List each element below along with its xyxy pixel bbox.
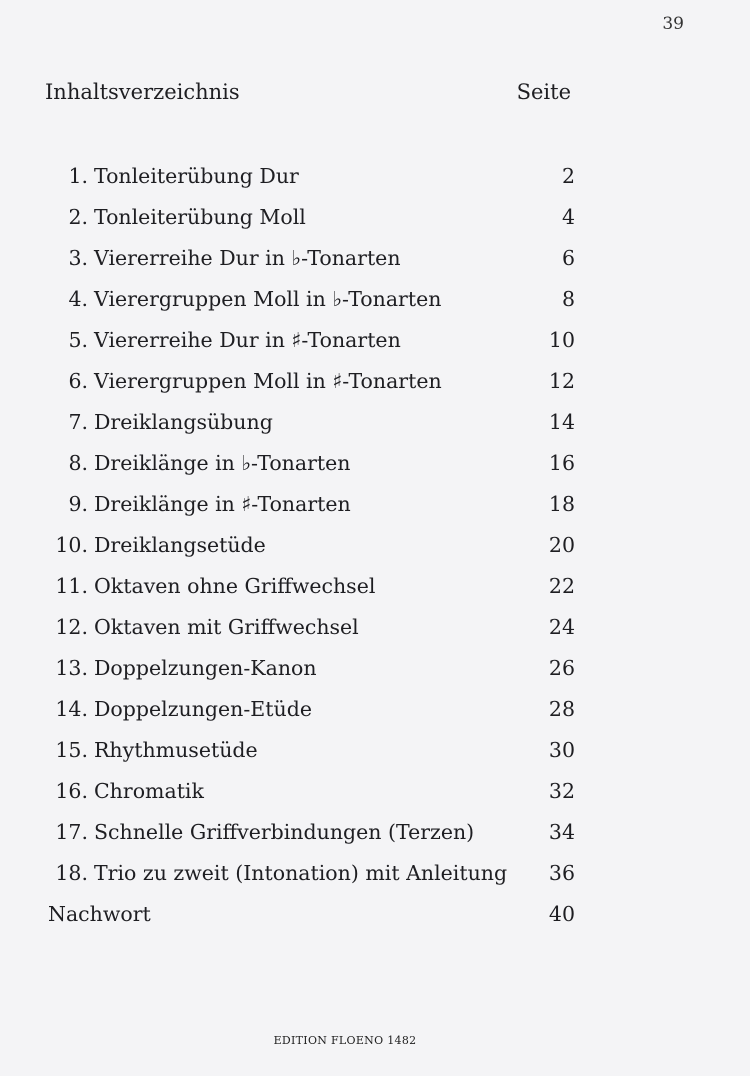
toc-entry	[48, 852, 575, 893]
toc-entry-title: Viererreihe Dur in ♭-Tonarten	[94, 245, 401, 270]
toc-entry-page: 14	[548, 409, 575, 434]
toc-entry	[48, 524, 575, 565]
toc-entry	[48, 729, 575, 770]
toc-entry-number: 4.	[68, 286, 88, 311]
toc-entry	[48, 442, 575, 483]
toc-entry-number: 9.	[68, 491, 88, 516]
toc-entry	[48, 401, 575, 442]
toc-entry-title: Rhythmusetüde	[94, 737, 258, 762]
toc-entry-label	[48, 328, 401, 352]
toc-entry-label	[48, 492, 351, 516]
toc-entry-title: Oktaven ohne Griffwechsel	[94, 573, 376, 598]
toc-entry-label	[48, 246, 401, 270]
toc-entry-label	[48, 656, 317, 680]
toc-entry-title: Tonleiterübung Dur	[94, 163, 299, 188]
toc-entry-page: 16	[548, 450, 575, 475]
toc-entry-number: 18.	[55, 860, 88, 885]
toc-entry-title: Dreiklänge in ♭-Tonarten	[94, 450, 351, 475]
toc-entry-label	[48, 574, 375, 598]
toc-entry	[48, 893, 575, 934]
toc-entry-label	[48, 205, 306, 229]
toc-entry-page: 20	[548, 532, 575, 557]
toc-page-heading: Seite	[516, 80, 571, 104]
toc-entry-number: 7.	[68, 409, 88, 434]
toc-entry-title: Doppelzungen-Kanon	[94, 655, 317, 680]
toc-entry-page: 24	[548, 614, 575, 639]
toc-entry-label	[48, 369, 442, 393]
toc-entry-label	[48, 697, 312, 721]
toc-entry-page: 40	[548, 901, 575, 926]
toc-entry-title: Oktaven mit Griffwechsel	[94, 614, 359, 639]
toc-entry	[48, 811, 575, 852]
toc-entry-number: 2.	[68, 204, 88, 229]
toc-entry-label	[48, 902, 151, 926]
toc-entry-number: 13.	[55, 655, 88, 680]
toc-entry-label	[48, 820, 474, 844]
toc-entry-label	[48, 861, 507, 885]
page-number: 39	[662, 14, 684, 34]
toc-entry-page: 4	[561, 204, 575, 229]
toc-entry-label	[48, 451, 350, 475]
toc-entry	[48, 483, 575, 524]
toc-entry	[48, 155, 575, 196]
toc-entry-page: 2	[561, 163, 575, 188]
toc-entry-page: 28	[548, 696, 575, 721]
toc-entry-page: 10	[548, 327, 575, 352]
toc-header	[45, 80, 571, 104]
toc-entry-page: 12	[548, 368, 575, 393]
toc-entry-title: Chromatik	[94, 778, 204, 803]
toc-entry-title: Vierergruppen Moll in ♯-Tonarten	[94, 368, 442, 393]
toc-entry-title: Viererreihe Dur in ♯-Tonarten	[94, 327, 401, 352]
toc-entry	[48, 688, 575, 729]
toc-entry	[48, 237, 575, 278]
toc-entry-number: 12.	[55, 614, 88, 639]
toc-entry-page: 8	[561, 286, 575, 311]
toc-entry-title: Schnelle Griffverbindungen (Terzen)	[94, 819, 475, 844]
toc-entry-page: 18	[548, 491, 575, 516]
toc-entry-page: 26	[548, 655, 575, 680]
toc-entry-number: 8.	[68, 450, 88, 475]
toc-entry-number: 5.	[68, 327, 88, 352]
toc-heading: Inhaltsverzeichnis	[45, 80, 240, 104]
toc-entry-page: 30	[548, 737, 575, 762]
toc-entry-number: 10.	[55, 532, 88, 557]
toc-entry	[48, 196, 575, 237]
toc-entry-label	[48, 533, 266, 557]
toc-entry-number: 15.	[55, 737, 88, 762]
toc-entry-number: 6.	[68, 368, 88, 393]
toc-entry-page: 22	[548, 573, 575, 598]
publisher-footer: EDITION FLOENO 1482	[273, 1034, 417, 1047]
toc-entry-title: Vierergruppen Moll in ♭-Tonarten	[94, 286, 442, 311]
toc-entry-number: 17.	[55, 819, 88, 844]
toc-list	[48, 155, 575, 934]
toc-entry-title: Dreiklangsetüde	[94, 532, 266, 557]
toc-entry-title: Nachwort	[48, 901, 151, 926]
toc-entry-page: 34	[548, 819, 575, 844]
toc-entry-number: 14.	[55, 696, 88, 721]
toc-entry-title: Dreiklänge in ♯-Tonarten	[94, 491, 351, 516]
toc-entry-page: 6	[561, 245, 575, 270]
toc-entry-number: 3.	[68, 245, 88, 270]
toc-entry-label	[48, 164, 299, 188]
toc-entry	[48, 606, 575, 647]
toc-entry-label	[48, 410, 273, 434]
toc-entry-title: Dreiklangsübung	[94, 409, 273, 434]
toc-entry	[48, 647, 575, 688]
toc-entry	[48, 319, 575, 360]
toc-entry-label	[48, 738, 258, 762]
toc-entry-title: Trio zu zweit (Intonation) mit Anleitung	[94, 860, 508, 885]
toc-entry-label	[48, 287, 441, 311]
toc-entry-title: Tonleiterübung Moll	[94, 204, 306, 229]
toc-entry-label	[48, 615, 359, 639]
toc-entry-number: 11.	[55, 573, 88, 598]
toc-entry	[48, 360, 575, 401]
toc-entry-number: 16.	[55, 778, 88, 803]
toc-entry-title: Doppelzungen-Etüde	[94, 696, 312, 721]
toc-entry-number: 1.	[68, 163, 88, 188]
toc-entry-page: 32	[548, 778, 575, 803]
toc-entry	[48, 278, 575, 319]
toc-entry-page: 36	[548, 860, 575, 885]
toc-entry-label	[48, 779, 204, 803]
toc-entry	[48, 770, 575, 811]
toc-entry	[48, 565, 575, 606]
